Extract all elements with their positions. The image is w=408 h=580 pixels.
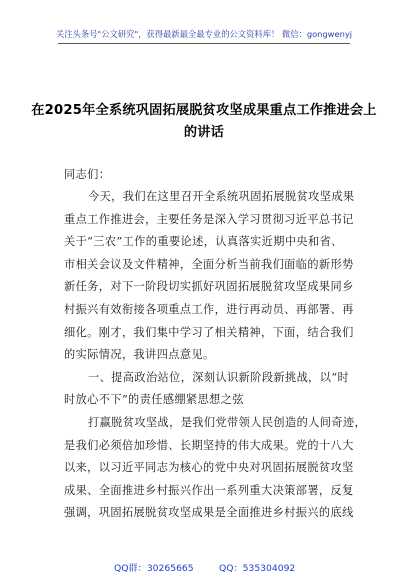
body-line: 的实际情况，我讲四点意见。 [64,348,215,362]
body-line: 打赢脱贫攻坚战，是我们党带领人民创造的人间奇迹， [88,415,367,429]
footer-qq-number: QQ：535304092 [219,563,296,574]
body-line: 村振兴有效衔接各项重点工作，进行再动员、再部署、再 [64,302,354,316]
header-banner: 关注头条号"公文研究"，获得最新最全最专业的公文资料库！ 微信：gongwenyj [55,29,353,39]
body-paragraphs [64,186,367,525]
body-line: 关于“三农”工作的重要论述，认真落实近期中央和省、 [64,235,343,249]
salutation: 同志们： [64,168,111,181]
header-divider [58,43,350,44]
section-heading-line: 时放心不下”的责任感绷紧思想之弦 [64,393,244,407]
body-line: 以来，以习近平同志为核心的党中央对巩固拓展脱贫攻坚 [64,461,354,475]
document-title-line-1: 在2025年全系统巩固拓展脱贫攻坚成果重点工作推进会上 [31,103,377,118]
body-line: 今天，我们在这里召开全系统巩固拓展脱贫攻坚成果 [88,190,355,203]
section-heading-line: 一、提高政治站位，深刻认识新阶段新挑战，以“时 [88,370,350,384]
body-line: 成果、全面推进乡村振兴作出一系列重大决策部署，反复 [64,483,354,497]
body-line: 新任务，对下一阶段切实抓好巩固拓展脱贫攻坚成果同乡 [64,280,354,294]
body-line: 细化。刚才，我们集中学习了相关精神，下面，结合我们 [64,325,354,339]
body-line: 市相关会议及文件精神，全面分析当前我们面临的新形势 [64,257,354,271]
document-title-line-2: 的讲话 [183,125,225,140]
body-line: 重点工作推进会，主要任务是深入学习贯彻习近平总书记 [64,212,354,226]
footer-qq-group: QQ群：30265665 [114,563,194,574]
body-line: 强调，巩固拓展脱贫攻坚成果是全面推进乡村振兴的底线 [64,506,354,520]
body-line: 是我们必须倍加珍惜、长期坚持的伟大成果。党的十八大 [64,438,354,452]
